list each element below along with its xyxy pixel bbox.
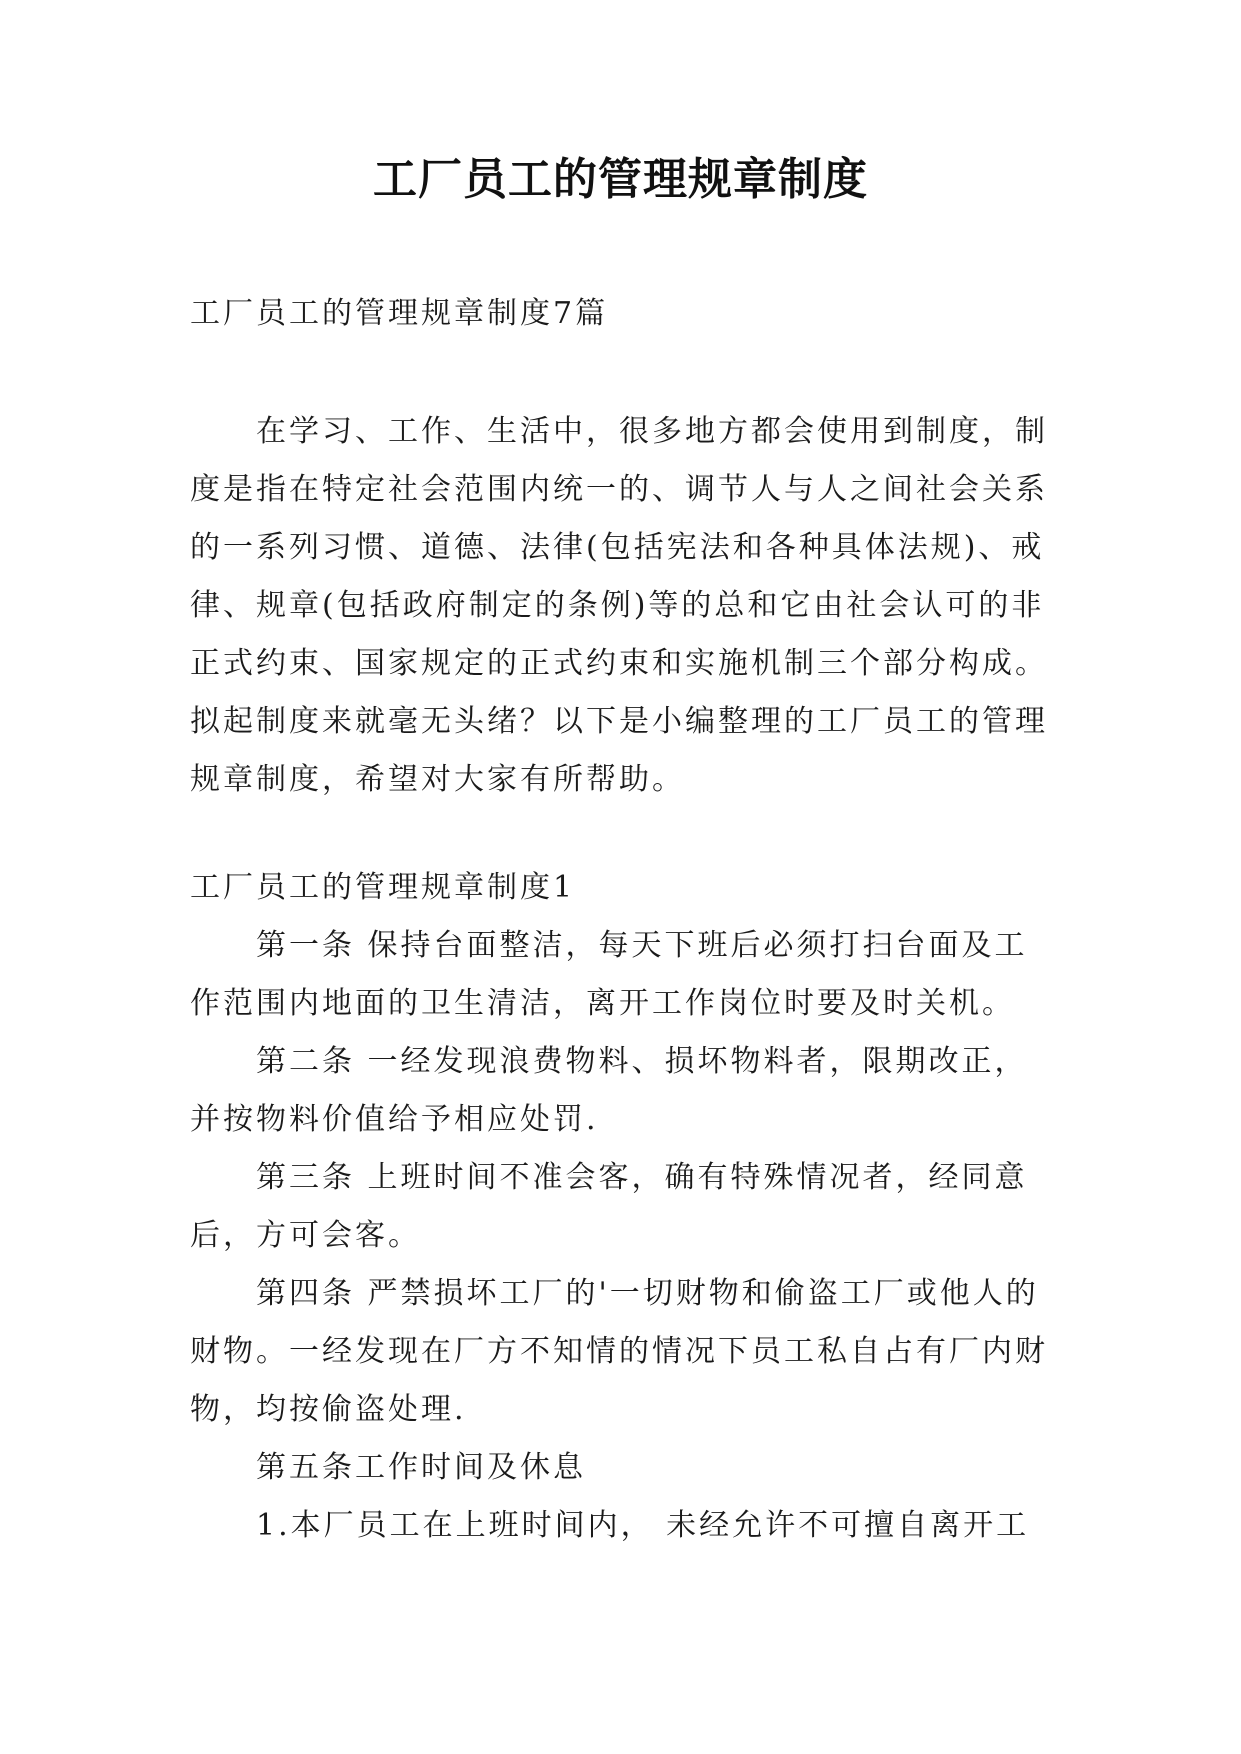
document-subtitle: 工厂员工的管理规章制度7篇: [190, 296, 609, 331]
article-5-item-1: 1.本厂员工在上班时间内， 未经允许不可擅自离开工: [256, 1508, 1030, 1543]
intro-paragraph: 在学习、工作、生活中，很多地方都会使用到制度，制度是指在特定社会范围内统一的、调节人与人之间社会关系的一系列习惯、道德、法律(包括宪法和各种具体法规)、戒律、规章(包括政府制定的条例)等的总和它由社会认可的非正式约束、国家规定的正式约束和实施机制三个部分构成。拟起制度来就毫无头绪？以下是小编整理的工厂员工的管理规章制度，希望对大家有所帮助。: [190, 414, 1048, 797]
article-4: 第四条 严禁损坏工厂的'一切财物和偷盗工厂或他人的财物。一经发现在厂方不知情的情况下员工私自占有厂内财物，均按偷盗处理.: [190, 1276, 1048, 1427]
article-5: 第五条工作时间及休息: [256, 1450, 586, 1485]
article-3: 第三条 上班时间不准会客，确有特殊情况者，经同意后，方可会客。: [190, 1160, 1028, 1253]
article-2: 第二条 一经发现浪费物料、损坏物料者，限期改正，并按物料价值给予相应处罚.: [190, 1044, 1028, 1137]
document-title: 工厂员工的管理规章制度: [373, 154, 868, 205]
section-heading: 工厂员工的管理规章制度1: [190, 870, 576, 905]
article-1: 第一条 保持台面整洁，每天下班后必须打扫台面及工作范围内地面的卫生清洁，离开工作岗位时要及时关机。: [190, 928, 1028, 1021]
document-body: [190, 285, 1060, 1555]
